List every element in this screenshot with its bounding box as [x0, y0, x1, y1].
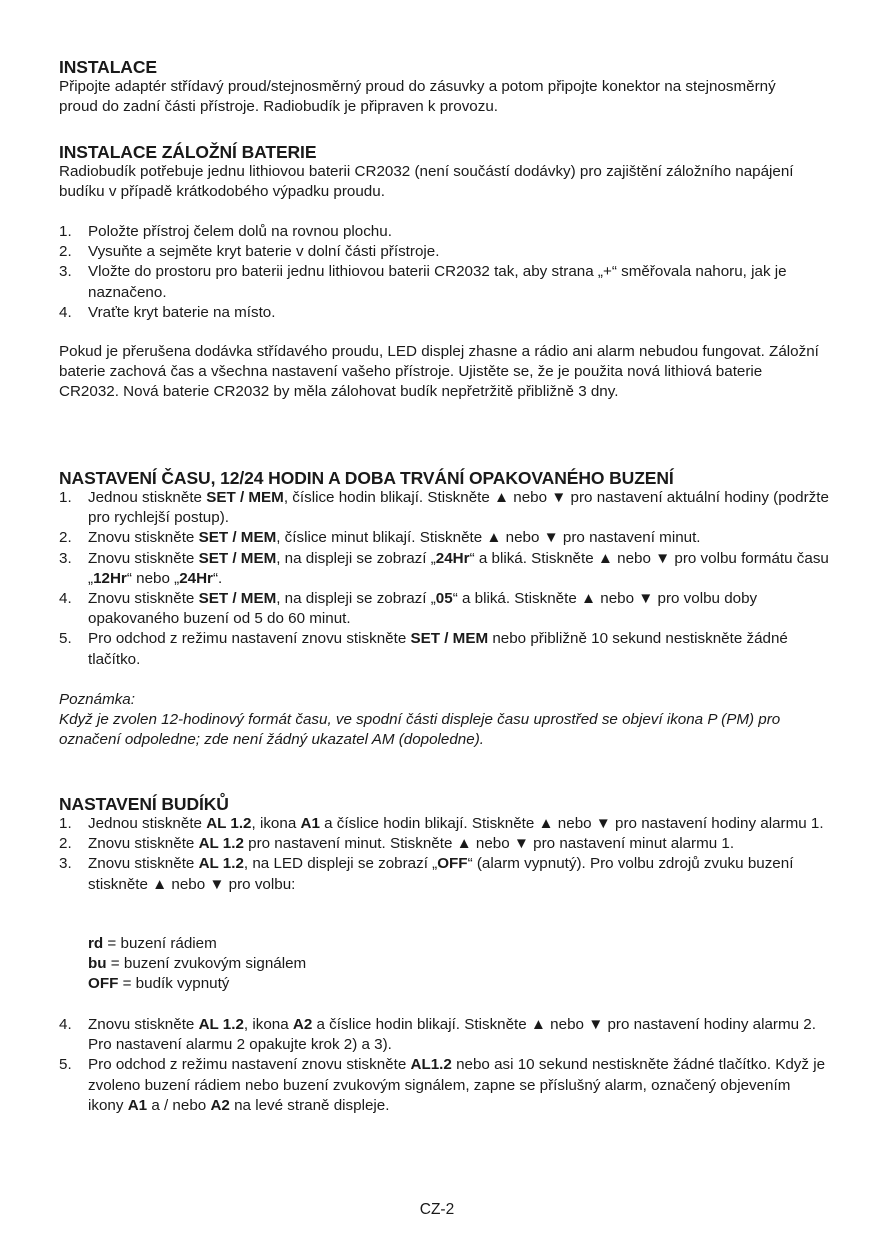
text: Jednou stiskněte	[88, 815, 207, 832]
paragraph-battery-outro: Pokud je přerušena dodávka střídavého proudu, LED displej zhasne a rádio ani alarm nebudou fungovat. Záložní baterie zachová čas a všechna nastavení vašeho přístroje. Ujistěte se, že je použita nová lithiová baterie CR2032. Nová baterie CR2032 by měla zálohovat budík nepřetržitě přibližně 3 dny.	[59, 343, 819, 401]
list-number: 1.	[59, 489, 72, 506]
display-value: 24Hr	[435, 549, 470, 567]
text: , na displeji se zobrazí „	[276, 549, 436, 567]
list-item	[59, 488, 829, 528]
list-number: 4.	[59, 1016, 72, 1033]
legend-key: OFF	[88, 975, 119, 993]
alarm-steps-list-b	[59, 1015, 829, 1116]
list-item	[59, 262, 829, 302]
battery-steps-list	[59, 222, 829, 323]
display-value: OFF	[437, 855, 468, 873]
text: , ikona	[243, 1016, 293, 1033]
text: Jednou stiskněte	[88, 489, 207, 506]
time-steps-list	[59, 488, 829, 670]
text: Pro odchod z režimu nastavení znovu stiskněte	[88, 1056, 411, 1074]
list-number: 5.	[59, 630, 72, 648]
legend-desc: = buzení rádiem	[103, 935, 217, 952]
paragraph-instalace: Připojte adaptér střídavý proud/stejnosměrný proud do zásuvky a potom připojte konektor na stejnosměrný proud do zadní části přístroje. Radiobudík je připraven k provozu.	[59, 78, 776, 116]
button-name: SET / MEM	[198, 529, 277, 547]
text: , na displeji se zobrazí „	[276, 590, 436, 608]
text: , ikona	[251, 815, 301, 832]
list-item	[59, 222, 829, 242]
list-number: 3.	[59, 855, 72, 873]
note-text: Když je zvolen 12-hodinový formát času, ve spodní části displeje času uprostřed se objeví ikona P (PM) pro označení odpoledne; zde není žádný ukazatel AM (dopoledne).	[59, 711, 781, 749]
list-number: 1.	[59, 815, 72, 832]
list-text: Vysuňte a sejměte kryt baterie v dolní části přístroje.	[88, 243, 440, 261]
heading-nastaveni-casu: NASTAVENÍ ČASU, 12/24 HODIN A DOBA TRVÁNÍ OPAKOVANÉHO BUZENÍ	[59, 468, 674, 488]
list-number: 3.	[59, 549, 72, 567]
list-number: 2.	[59, 835, 72, 853]
list-item	[59, 814, 829, 834]
list-item	[59, 589, 829, 629]
legend-key: bu	[88, 955, 107, 973]
text: , číslice minut blikají. Stiskněte ▲ nebo ▼ pro nastavení minut.	[276, 529, 701, 547]
text: pro nastavení minut. Stiskněte ▲ nebo ▼ pro nastavení minut alarmu 1.	[243, 835, 735, 853]
list-number: 2.	[59, 529, 72, 547]
note-label: Poznámka:	[59, 691, 135, 708]
list-item	[59, 854, 829, 894]
heading-nastaveni-budiku: NASTAVENÍ BUDÍKŮ	[59, 794, 229, 814]
legend-item	[88, 974, 306, 994]
text: Pro odchod z režimu nastavení znovu stiskněte	[88, 630, 411, 648]
text: nebo přibližně 10 sekund nestiskněte žádné tlačítko.	[88, 630, 788, 668]
button-name: AL1.2	[410, 1056, 452, 1074]
list-item	[59, 528, 829, 548]
legend-item	[88, 934, 306, 954]
list-number: 3.	[59, 263, 72, 281]
text: Znovu stiskněte	[88, 1016, 199, 1033]
text: “ nebo „	[126, 569, 180, 587]
text: “ a bliká. Stiskněte ▲ nebo ▼ pro volbu doby opakovaného buzení od 5 do 60 minut.	[88, 590, 758, 628]
text: , číslice hodin blikají. Stiskněte ▲ nebo ▼ pro nastavení aktuální hodiny (podržte pro rychlejší postup).	[88, 489, 829, 527]
text: Znovu stiskněte	[88, 835, 199, 853]
paragraph-battery-intro: Radiobudík potřebuje jednu lithiovou baterii CR2032 (není součástí dodávky) pro zajištění záložního napájení budíku v případě krátkodobého výpadku proudu.	[59, 163, 794, 201]
text: na levé straně displeje.	[229, 1096, 390, 1114]
legend-desc: = buzení zvukovým signálem	[106, 955, 307, 973]
list-item	[59, 1015, 829, 1055]
list-number: 4.	[59, 590, 72, 608]
list-text: Vložte do prostoru pro baterii jednu lithiovou baterii CR2032 tak, aby strana „+“ směřovala nahoru, jak je naznačeno.	[88, 263, 787, 301]
list-number: 5.	[59, 1056, 72, 1074]
heading-zalozni-baterie: INSTALACE ZÁLOŽNÍ BATERIE	[59, 142, 317, 162]
list-item	[59, 1055, 829, 1116]
display-value: 12Hr	[93, 569, 127, 587]
alarm-source-legend	[59, 934, 306, 995]
text: a číslice hodin blikají. Stiskněte ▲ nebo ▼ pro nastavení hodiny alarmu 1.	[319, 815, 824, 832]
text: Znovu stiskněte	[88, 855, 199, 873]
heading-instalace: INSTALACE	[59, 57, 157, 77]
text: a číslice hodin blikají. Stiskněte ▲ nebo ▼ pro nastavení hodiny alarmu 2. Pro nastavení alarmu 2 opakujte krok 2) a 3).	[88, 1016, 816, 1054]
list-number: 4.	[59, 303, 72, 321]
display-value: 24Hr	[179, 569, 213, 587]
list-item	[59, 629, 829, 669]
list-item	[59, 549, 829, 589]
list-text: Vraťte kryt baterie na místo.	[88, 303, 276, 321]
text: a / nebo	[147, 1096, 211, 1114]
text: Znovu stiskněte	[88, 590, 199, 608]
button-name: SET / MEM	[206, 489, 284, 506]
button-name: SET / MEM	[410, 630, 489, 648]
icon-name: A2	[292, 1016, 313, 1033]
display-value: 05	[435, 590, 453, 608]
text: , na LED displeji se zobrazí „	[243, 855, 438, 873]
alarm-steps-list-a	[59, 814, 829, 895]
list-number: 1.	[59, 223, 72, 240]
legend-item	[88, 954, 306, 974]
text: “.	[212, 569, 223, 587]
text: “ (alarm vypnutý). Pro volbu zdrojů zvuku buzení stiskněte ▲ nebo ▼ pro volbu:	[88, 855, 794, 893]
page-number: CZ-2	[419, 1201, 455, 1218]
icon-name: A1	[300, 815, 320, 832]
list-number: 2.	[59, 243, 72, 261]
list-text: Položte přístroj čelem dolů na rovnou plochu.	[88, 223, 392, 240]
text: Znovu stiskněte	[88, 529, 199, 547]
button-name: AL 1.2	[198, 835, 244, 853]
button-name: AL 1.2	[198, 855, 244, 873]
button-name: SET / MEM	[198, 590, 277, 608]
text: “ a bliká. Stiskněte ▲ nebo ▼ pro volbu formátu času „	[88, 549, 829, 587]
list-item	[59, 242, 829, 262]
list-item	[59, 303, 829, 323]
button-name: AL 1.2	[198, 1016, 244, 1033]
text: Znovu stiskněte	[88, 549, 199, 567]
text: nebo asi 10 sekund nestiskněte žádné tlačítko. Když je zvoleno buzení rádiem nebo buzení zvukovým signálem, zapne se příslušný alarm, označený objevením ikony	[88, 1056, 826, 1114]
icon-name: A2	[210, 1096, 230, 1114]
legend-key: rd	[88, 935, 104, 952]
button-name: SET / MEM	[198, 549, 277, 567]
list-item	[59, 834, 829, 854]
button-name: AL 1.2	[206, 815, 252, 832]
icon-name: A1	[127, 1096, 148, 1114]
legend-desc: = budík vypnutý	[118, 975, 230, 993]
